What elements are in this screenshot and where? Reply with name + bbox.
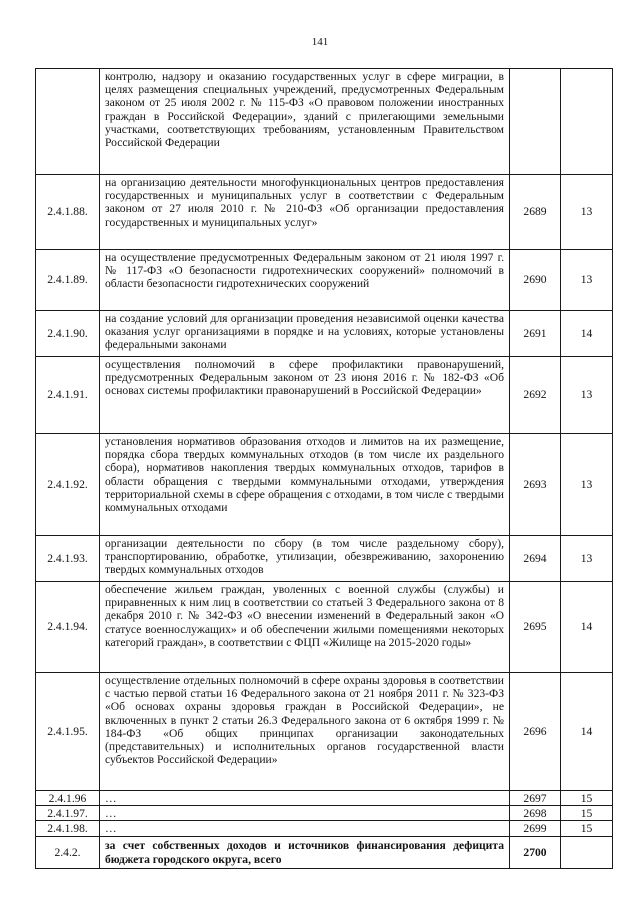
row-line-number: 2691 bbox=[510, 311, 561, 357]
row-line-number: 2697 bbox=[510, 791, 561, 806]
row-code: 2.4.1.88. bbox=[36, 175, 100, 250]
row-column-value: 14 bbox=[561, 311, 613, 357]
row-column-value: 13 bbox=[561, 536, 613, 582]
row-description: обеспечение жильем граждан, уволенных с военной службы (службы) и приравненных к ним лиц в соответствии со статьей 3 Федерального закона от 8 декабря 2010 г. № 342-ФЗ «О внесении изменений в Федеральный закон «О статусе военнослужащих» и об обеспечении жилыми помещениями некоторых категорий граждан», в соответствии с ФЦП «Жилище на 2015-2020 годы» bbox=[100, 582, 510, 673]
row-code: 2.4.1.90. bbox=[36, 311, 100, 357]
row-description: организации деятельности по сбору (в том числе раздельному сбору), транспортированию, обработке, утилизации, обезвреживанию, захоронению твердых коммунальных отходов bbox=[100, 536, 510, 582]
row-code: 2.4.1.93. bbox=[36, 536, 100, 582]
row-code: 2.4.1.95. bbox=[36, 673, 100, 791]
row-code: 2.4.1.91. bbox=[36, 357, 100, 434]
table-row bbox=[36, 175, 613, 250]
table-row bbox=[36, 69, 613, 175]
row-code bbox=[36, 69, 100, 175]
row-code: 2.4.1.89. bbox=[36, 250, 100, 311]
row-line-number bbox=[510, 69, 561, 175]
row-description: за счет собственных доходов и источников финансирования дефицита бюджета городского округа, всего bbox=[100, 836, 510, 868]
table-row-total bbox=[36, 836, 613, 868]
row-description: контролю, надзору и оказанию государственных услуг в сфере миграции, в целях размещения специальных учреждений, предусмотренных Федеральным законом от 25 июля 2002 г. № 115-ФЗ «О правовом положении иностранных граждан в Российской Федерации», зданий с прилегающими земельными участками, соответствующих требованиям, установленным Правительством Российской Федерации bbox=[100, 69, 510, 175]
row-code: 2.4.1.98. bbox=[36, 821, 100, 836]
table-row bbox=[36, 806, 613, 821]
row-line-number: 2693 bbox=[510, 434, 561, 536]
row-column-value: 15 bbox=[561, 791, 613, 806]
row-line-number: 2700 bbox=[510, 836, 561, 868]
row-line-number: 2698 bbox=[510, 806, 561, 821]
row-description: установления нормативов образования отходов и лимитов на их размещение, порядка сбора твердых коммунальных отходов (в том числе их раздельного сбора), нормативов накопления твердых коммунальных отходов, тарифов в области обращения с твердыми коммунальными отходами, утверждения территориальной схемы в сфере обращения с отходами, в том числе с твердыми коммунальных отходами bbox=[100, 434, 510, 536]
table-row bbox=[36, 357, 613, 434]
row-code: 2.4.1.97. bbox=[36, 806, 100, 821]
table-row bbox=[36, 536, 613, 582]
table-row bbox=[36, 791, 613, 806]
row-column-value: 13 bbox=[561, 250, 613, 311]
table-row bbox=[36, 434, 613, 536]
row-description: на организацию деятельности многофункциональных центров предоставления государственных и муниципальных услуг в соответствии с Федеральным законом от 27 июля 2010 г. № 210-ФЗ «Об организации предоставления государственных и муниципальных услуг» bbox=[100, 175, 510, 250]
row-description: на создание условий для организации проведения независимой оценки качества оказания услуг организациями в порядке и на условиях, которые установлены федеральными законами bbox=[100, 311, 510, 357]
row-column-value: 13 bbox=[561, 357, 613, 434]
row-column-value: 14 bbox=[561, 582, 613, 673]
row-code: 2.4.1.94. bbox=[36, 582, 100, 673]
row-code: 2.4.1.96 bbox=[36, 791, 100, 806]
row-line-number: 2694 bbox=[510, 536, 561, 582]
row-line-number: 2689 bbox=[510, 175, 561, 250]
table-row bbox=[36, 311, 613, 357]
row-column-value: 14 bbox=[561, 673, 613, 791]
table-row bbox=[36, 582, 613, 673]
row-code: 2.4.1.92. bbox=[36, 434, 100, 536]
table-row bbox=[36, 250, 613, 311]
row-column-value: 13 bbox=[561, 434, 613, 536]
budget-table bbox=[35, 68, 613, 869]
page-number: 141 bbox=[311, 36, 329, 48]
row-line-number: 2692 bbox=[510, 357, 561, 434]
row-line-number: 2696 bbox=[510, 673, 561, 791]
row-line-number: 2695 bbox=[510, 582, 561, 673]
row-column-value bbox=[561, 69, 613, 175]
row-column-value: 15 bbox=[561, 806, 613, 821]
row-description: осуществление отдельных полномочий в сфере охраны здоровья в соответствии с частью первой статьи 16 Федерального закона от 21 ноября 2011 г. № 323-ФЗ «Об основах охраны здоровья граждан в Российской Федерации», не включенных в пункт 2 статьи 26.3 Федерального закона от 6 октября 1999 г. № 184-ФЗ «Об общих принципах организации законодательных (представительных) и исполнительных органов государственной власти субъектов Российской Федерации» bbox=[100, 673, 510, 791]
row-description: … bbox=[100, 806, 510, 821]
row-column-value: 15 bbox=[561, 821, 613, 836]
row-column-value: 13 bbox=[561, 175, 613, 250]
row-description: осуществления полномочий в сфере профилактики правонарушений, предусмотренных Федеральным законом от 23 июня 2016 г. № 182-ФЗ «Об основах системы профилактики правонарушений в Российской Федерации» bbox=[100, 357, 510, 434]
row-code: 2.4.2. bbox=[36, 836, 100, 868]
row-column-value bbox=[561, 836, 613, 868]
row-description: … bbox=[100, 791, 510, 806]
row-line-number: 2699 bbox=[510, 821, 561, 836]
row-line-number: 2690 bbox=[510, 250, 561, 311]
table-row bbox=[36, 821, 613, 836]
row-description: на осуществление предусмотренных Федеральным законом от 21 июля 1997 г. № 117-ФЗ «О безопасности гидротехнических сооружений» полномочий в области безопасности гидротехнических сооружений bbox=[100, 250, 510, 311]
table-row bbox=[36, 673, 613, 791]
row-description: … bbox=[100, 821, 510, 836]
